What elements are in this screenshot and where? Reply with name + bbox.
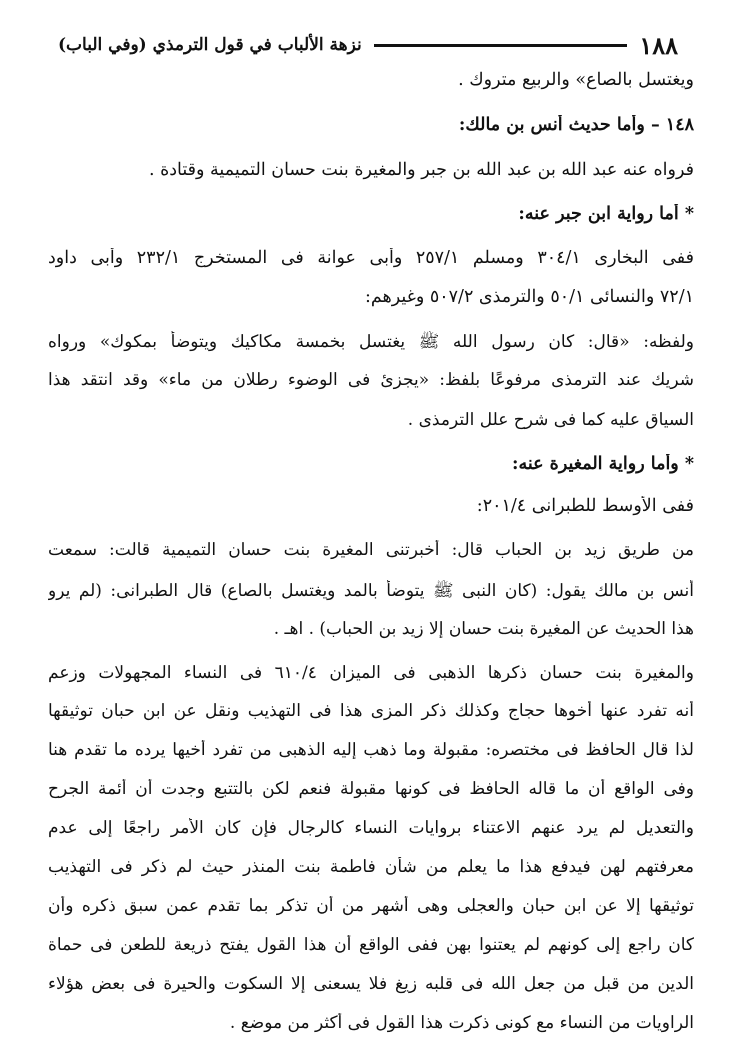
text-line: من طريق زيد بن الحباب قال: أخبرتنى المغيرة بنت حسان التميمية قالت: سمعت <box>48 540 694 560</box>
header-rule <box>374 44 628 47</box>
text-line: فرواه عنه عبد الله بن عبد الله بن جبر والمغيرة بنت حسان التميمية وقتادة . <box>148 160 694 180</box>
text-line: الراويات من النساء مع كونى ذكرت هذا القول فى أكثر من موضع . <box>229 1013 694 1033</box>
text-line: ويغتسل بالصاع» والربيع متروك . <box>458 70 694 90</box>
subsection-heading: * أما رواية ابن جبر عنه: <box>518 204 694 224</box>
running-header <box>58 30 678 60</box>
header-title: نزهة الألباب في قول الترمذي (وفي الباب) <box>58 35 362 55</box>
text-line: السياق عليه كما فى شرح علل الترمذى . <box>407 410 694 430</box>
text-line: والتعديل لم يرد عنهم الاعتناء بروايات النساء كالرجال فإن كان الأمر راجعًا إلى عدم <box>48 818 694 838</box>
page-number: ١٨٨ <box>639 30 678 60</box>
text-line: ففى الأوسط للطبرانى ٢٠١/٤: <box>476 496 694 516</box>
text-line: ٧٢/١ والنسائى ٥٠/١ والترمذى ٥٠٧/٢ وغيرهم: <box>364 287 694 307</box>
text-line: شريك عند الترمذى مرفوعًا بلفظ: «يجزئ فى الوضوء رطلان من ماء» وقد انتقد هذا <box>48 370 694 390</box>
text-line: والمغيرة بنت حسان ذكرها الذهبى فى الميزان ٦١٠/٤ فى النساء المجهولات وزعم <box>48 663 694 683</box>
text-line: ولفظه: «قال: كان رسول الله ﷺ يغتسل بخمسة مكاكيك ويتوضأ بمكوك» ورواه <box>48 332 694 352</box>
text-line: وفى الواقع أن ما قاله الحافظ فى كونها مقبولة فنعم لكن بالتتبع وجدت أن أئمة الجرح <box>48 779 694 799</box>
text-line: الدين من قبل من جعل الله فى قلبه زيغ فلا يسعنى إلا السكوت والحيرة فى بعض هؤلاء <box>48 974 694 994</box>
text-line: توثيقها إلا عن ابن حبان والعجلى وهى أشهر من أن تذكر بما تقدم عمن سبق ذكره وأن <box>48 896 694 916</box>
text-line: كان راجع إلى كونهم لم يعتنوا بهن ففى الواقع أن هذا القول يفتح ذريعة للطعن فى حماة <box>48 935 694 955</box>
text-line: لذا قال الحافظ فى مختصره: مقبولة وما ذهب إليه الذهبى من تفرد أخيها يرده ما تقدم هنا <box>48 740 694 760</box>
subsection-heading: * وأما رواية المغيرة عنه: <box>512 454 694 474</box>
text-line: هذا الحديث عن المغيرة بنت حسان إلا زيد بن الحباب) . اهـ . <box>273 619 694 639</box>
text-line: أنه تفرد عنها أخوها حجاج وكذلك ذكر المزى هذا فى التهذيب ونقل عن ابن حبان توثيقها <box>48 701 694 721</box>
text-line: معرفتهم لهن فيدفع هذا ما يعلم من شأن فاطمة بنت المنذر حيث لم ذكر فى التهذيب <box>48 857 694 877</box>
text-line: أنس بن مالك يقول: (كان النبى ﷺ يتوضأ بالمد ويغتسل بالصاع) قال الطبرانى: (لم يرو <box>48 581 694 601</box>
section-heading: ١٤٨ – وأما حديث أنس بن مالك: <box>458 115 694 135</box>
text-line: ففى البخارى ٣٠٤/١ ومسلم ٢٥٧/١ وأبى عوانة فى المستخرج ٢٣٢/١ وأبى داود <box>48 248 694 268</box>
